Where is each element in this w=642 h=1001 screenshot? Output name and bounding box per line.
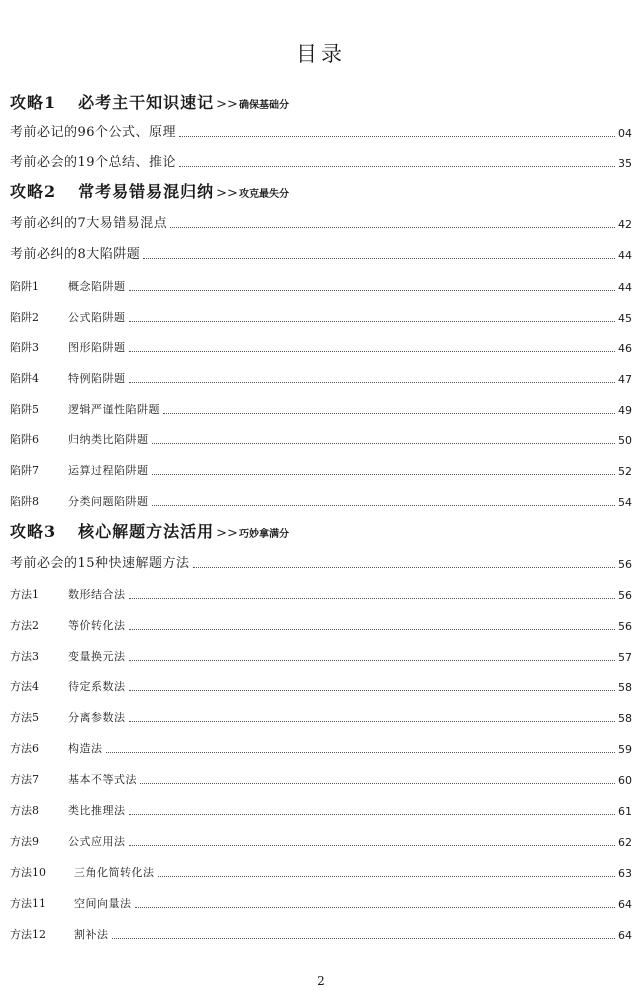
toc-subentry-prefix: 方法5 [10, 711, 39, 724]
toc-subentry[interactable] [10, 862, 632, 880]
toc-subentry[interactable] [10, 707, 632, 725]
toc-subentry[interactable] [10, 429, 632, 447]
toc-entry-page: 58 [618, 681, 632, 694]
toc-subentry-label: 基本不等式法 [68, 773, 137, 786]
toc-subentry-prefix: 方法3 [10, 650, 39, 663]
dot-leader [152, 505, 616, 506]
dot-leader [143, 258, 615, 259]
toc-entry-label: 考前必会的15种快速解题方法 [10, 556, 190, 571]
toc-subentry[interactable] [10, 646, 632, 664]
section-arrow: >> [216, 526, 238, 541]
toc-subentry-prefix: 陷阱7 [10, 464, 39, 477]
toc-subentry[interactable] [10, 491, 632, 509]
dot-leader [129, 290, 616, 291]
toc-entry-page: 44 [618, 281, 632, 294]
section-subtitle: 攻克最失分 [238, 189, 289, 200]
toc-subentry-label: 运算过程陷阱题 [68, 464, 149, 477]
section-header-2 [10, 179, 289, 203]
toc-entry[interactable] [10, 553, 632, 571]
toc-subentry-prefix: 陷阱2 [10, 311, 39, 324]
dot-leader [129, 845, 616, 846]
toc-subentry-prefix: 陷阱5 [10, 403, 39, 416]
toc-subentry[interactable] [10, 307, 632, 325]
toc-subentry[interactable] [10, 337, 632, 355]
toc-subentry-label: 构造法 [68, 742, 103, 755]
section-name: 攻略2 [10, 182, 57, 201]
toc-entry-page: 64 [618, 898, 632, 911]
toc-subentry-prefix: 陷阱6 [10, 433, 39, 446]
section-name: 攻略3 [10, 522, 57, 541]
toc-subentry-label: 三角化简转化法 [74, 866, 155, 879]
toc-entry-page: 52 [618, 465, 632, 478]
toc-subentry-label: 类比推理法 [68, 804, 126, 817]
toc-subentry-prefix: 方法12 [10, 928, 46, 941]
toc-entry-page: 64 [618, 929, 632, 942]
toc-subentry[interactable] [10, 769, 632, 787]
page-number: 2 [317, 974, 325, 988]
toc-entry-page: 42 [618, 218, 632, 231]
section-tagline: 核心解题方法活用 [78, 522, 215, 541]
dot-leader [129, 660, 616, 661]
toc-entry-page: 56 [618, 589, 632, 602]
toc-subentry-prefix: 陷阱4 [10, 372, 39, 385]
toc-entry-page: 35 [618, 157, 632, 170]
section-arrow: >> [216, 97, 238, 112]
toc-entry[interactable] [10, 122, 632, 140]
toc-entry-page: 57 [618, 651, 632, 664]
toc-subentry[interactable] [10, 676, 632, 694]
toc-subentry-label: 图形陷阱题 [68, 341, 126, 354]
toc-entry-page: 49 [618, 404, 632, 417]
toc-subentry-label: 变量换元法 [68, 650, 126, 663]
dot-leader [179, 136, 615, 137]
toc-entry-page: 46 [618, 342, 632, 355]
toc-subentry-label: 割补法 [74, 928, 109, 941]
section-tagline: 必考主干知识速记 [78, 93, 215, 112]
toc-entry-page: 56 [618, 620, 632, 633]
toc-entry-page: 60 [618, 774, 632, 787]
toc-subentry[interactable] [10, 276, 632, 294]
toc-subentry-prefix: 方法4 [10, 680, 39, 693]
toc-subentry-prefix: 陷阱1 [10, 280, 39, 293]
toc-entry[interactable] [10, 213, 632, 231]
toc-subentry[interactable] [10, 831, 632, 849]
dot-leader [152, 474, 616, 475]
toc-subentry[interactable] [10, 460, 632, 478]
toc-subentry-prefix: 方法1 [10, 588, 39, 601]
dot-leader [152, 443, 616, 444]
dot-leader [129, 351, 616, 352]
dot-leader [129, 382, 616, 383]
toc-subentry[interactable] [10, 800, 632, 818]
toc-entry-page: 62 [618, 836, 632, 849]
toc-subentry[interactable] [10, 738, 632, 756]
dot-leader [129, 690, 616, 691]
dot-leader [129, 598, 616, 599]
toc-entry-label: 考前必纠的7大易错易混点 [10, 216, 168, 231]
toc-entry-page: 50 [618, 434, 632, 447]
toc-entry-page: 47 [618, 373, 632, 386]
toc-subentry-prefix: 方法9 [10, 835, 39, 848]
toc-subentry-label: 公式应用法 [68, 835, 126, 848]
toc-subentry-label: 逻辑严谨性陷阱题 [68, 403, 160, 416]
section-header-1 [10, 90, 289, 114]
dot-leader [170, 227, 615, 228]
toc-entry-page: 45 [618, 312, 632, 325]
toc-subentry-prefix: 方法11 [10, 897, 46, 910]
toc-subentry-label: 分离参数法 [68, 711, 126, 724]
dot-leader [112, 938, 616, 939]
toc-subentry-prefix: 陷阱8 [10, 495, 39, 508]
toc-subentry-prefix: 方法2 [10, 619, 39, 632]
toc-subentry-label: 公式陷阱题 [68, 311, 126, 324]
toc-entry-page: 44 [618, 249, 632, 262]
toc-entry[interactable] [10, 244, 632, 262]
toc-subentry-prefix: 方法7 [10, 773, 39, 786]
toc-subentry-label: 待定系数法 [68, 680, 126, 693]
dot-leader [129, 629, 616, 630]
toc-subentry-label: 数形结合法 [68, 588, 126, 601]
toc-entry-page: 58 [618, 712, 632, 725]
toc-entry-label: 考前必纠的8大陷阱题 [10, 247, 141, 262]
toc-subentry-label: 归纳类比陷阱题 [68, 433, 149, 446]
toc-subentry[interactable] [10, 615, 632, 633]
dot-leader [129, 321, 616, 322]
toc-subentry-prefix: 方法6 [10, 742, 39, 755]
toc-subentry-prefix: 方法8 [10, 804, 39, 817]
section-tagline: 常考易错易混归纳 [78, 182, 215, 201]
dot-leader [193, 567, 615, 568]
toc-subentry-label: 概念陷阱题 [68, 280, 126, 293]
section-subtitle: 确保基础分 [238, 100, 289, 111]
toc-entry-page: 04 [618, 127, 632, 140]
section-name: 攻略1 [10, 93, 57, 112]
toc-subentry-label: 特例陷阱题 [68, 372, 126, 385]
dot-leader [129, 814, 616, 815]
section-subtitle: 巧妙拿满分 [238, 529, 289, 540]
toc-subentry[interactable] [10, 893, 632, 911]
dot-leader [179, 166, 615, 167]
toc-entry-label: 考前必会的19个总结、推论 [10, 155, 177, 170]
toc-entry-page: 59 [618, 743, 632, 756]
dot-leader [135, 907, 616, 908]
section-header-3 [10, 519, 289, 543]
section-arrow: >> [216, 186, 238, 201]
toc-subentry[interactable] [10, 924, 632, 942]
toc-subentry[interactable] [10, 584, 632, 602]
toc-subentry-prefix: 方法10 [10, 866, 46, 879]
toc-entry[interactable] [10, 152, 632, 170]
toc-entry-label: 考前必记的96个公式、原理 [10, 125, 177, 140]
toc-entry-page: 61 [618, 805, 632, 818]
dot-leader [140, 783, 615, 784]
toc-entry-page: 54 [618, 496, 632, 509]
toc-subentry-label: 分类问题陷阱题 [68, 495, 149, 508]
toc-subentry[interactable] [10, 399, 632, 417]
dot-leader [158, 876, 616, 877]
toc-subentry-prefix: 陷阱3 [10, 341, 39, 354]
toc-entry-page: 56 [618, 558, 632, 571]
dot-leader [163, 413, 615, 414]
toc-subentry-label: 等价转化法 [68, 619, 126, 632]
toc-subentry-label: 空间向量法 [74, 897, 132, 910]
page-title: 目录 [296, 42, 346, 66]
toc-entry-page: 63 [618, 867, 632, 880]
dot-leader [106, 752, 616, 753]
dot-leader [129, 721, 616, 722]
toc-subentry[interactable] [10, 368, 632, 386]
